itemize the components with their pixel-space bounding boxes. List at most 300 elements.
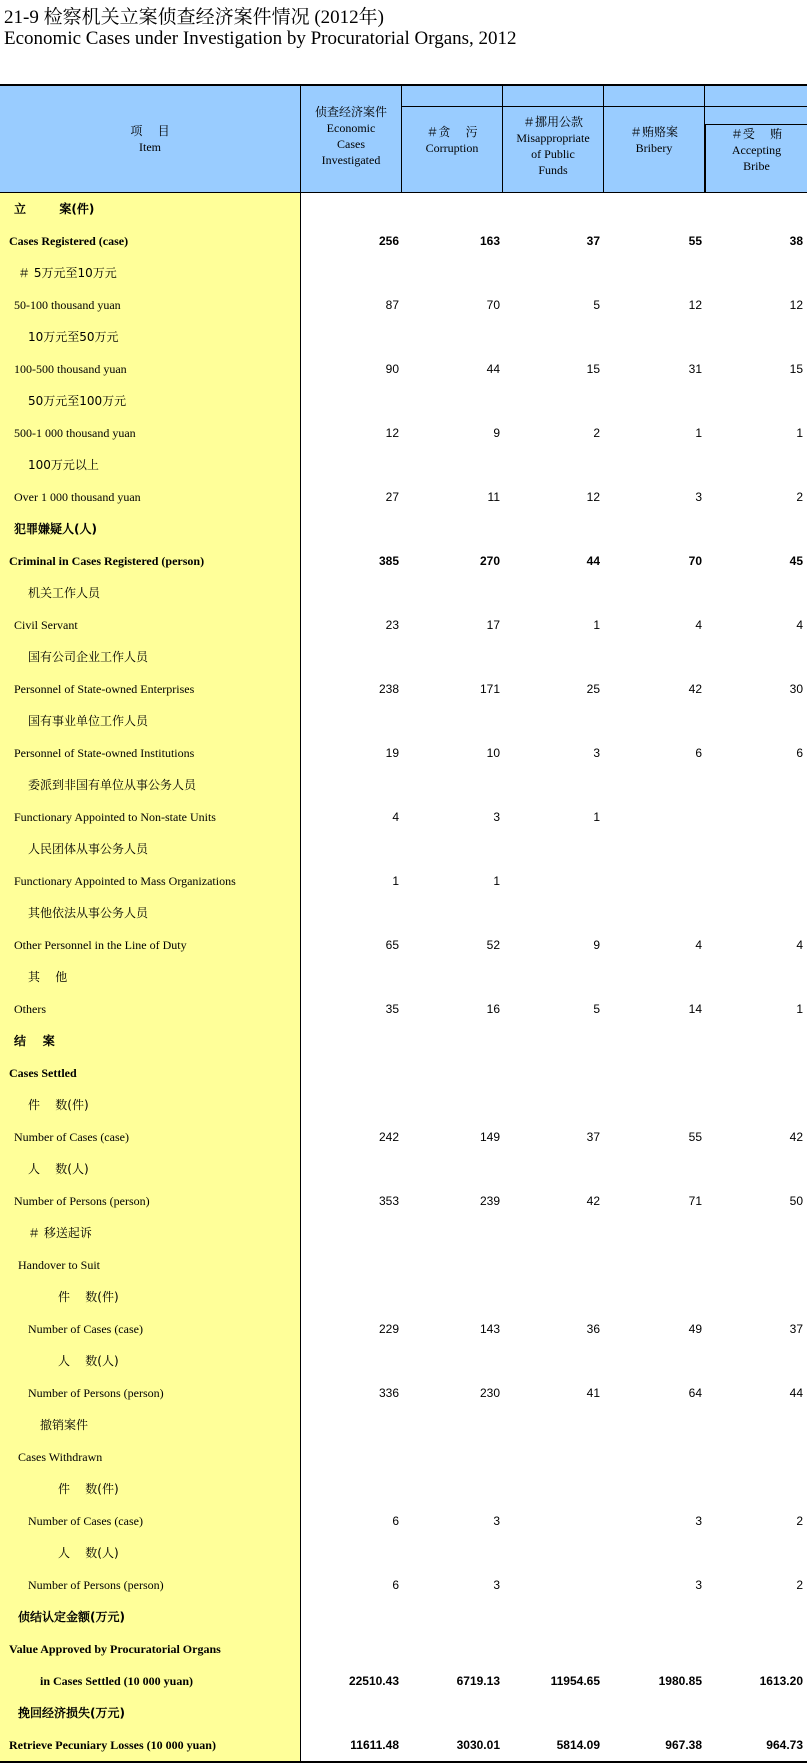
cell-value-col2	[402, 1601, 500, 1633]
cell-value-col4	[604, 1345, 702, 1377]
table-row	[0, 961, 807, 993]
table-row	[0, 353, 807, 385]
cell-value-col2: 230	[479, 1386, 500, 1400]
row-label: 机关工作人员	[28, 586, 101, 600]
cell-value-col5	[705, 193, 803, 225]
cell-value-col1: 6	[392, 1514, 399, 1528]
cell-value-col1: 4	[392, 810, 399, 824]
cell-value-col2	[402, 513, 500, 545]
cell-value-col1: 35	[385, 1002, 399, 1016]
table-row	[0, 1441, 807, 1473]
header-col3-en2: of Public	[531, 147, 575, 161]
cell-value-col2	[402, 257, 500, 289]
row-label: Personnel of State-owned Institutions	[14, 746, 195, 760]
table-row	[0, 609, 807, 641]
cell-value-col1	[301, 1441, 399, 1473]
cell-value-col1	[301, 1633, 399, 1665]
table-row	[0, 929, 807, 961]
cell-value-col2	[402, 1537, 500, 1569]
cell-value-col5	[705, 641, 803, 673]
table-row	[0, 1281, 807, 1313]
cell-value-col4	[604, 1153, 702, 1185]
table-row	[0, 801, 807, 833]
cell-value-col1	[301, 513, 399, 545]
cell-value-col4: 4	[695, 938, 702, 952]
cell-value-col2	[402, 193, 500, 225]
cell-value-col2: 3030.01	[456, 1738, 500, 1752]
cell-value-col2	[402, 961, 500, 993]
row-label: 件 数(件)	[58, 1290, 119, 1304]
cell-value-col1: 23	[385, 618, 399, 632]
cell-value-col5: 45	[789, 554, 803, 568]
cell-value-col4	[604, 1089, 702, 1121]
table-body	[0, 193, 807, 1761]
cell-value-col2: 70	[486, 298, 500, 312]
table-row	[0, 1633, 807, 1665]
row-label: 结 案	[14, 1034, 55, 1048]
cell-value-col5	[705, 1601, 803, 1633]
cell-value-col5: 42	[789, 1130, 803, 1144]
cell-value-col3	[503, 1281, 600, 1313]
cell-value-col5	[705, 897, 803, 929]
cell-value-col3: 41	[586, 1386, 600, 1400]
table-row	[0, 1537, 807, 1569]
cell-value-col4	[604, 1697, 702, 1729]
cell-value-col4	[604, 1441, 702, 1473]
cell-value-col2	[402, 1345, 500, 1377]
header-col1-en1: Economic	[326, 121, 376, 135]
row-label: 侦结认定金额(万元)	[18, 1610, 125, 1624]
cell-value-col4: 12	[688, 298, 702, 312]
table-row	[0, 737, 807, 769]
header-col1-cn: 侦查经济案件	[314, 105, 387, 119]
cell-value-col1: 11611.48	[350, 1738, 399, 1752]
header-misappropriate	[503, 86, 604, 192]
header-subline-accepting	[705, 124, 807, 125]
cell-value-col2: 143	[479, 1322, 500, 1336]
header-col3-en1: Misappropriate	[516, 131, 590, 145]
table-row	[0, 1409, 807, 1441]
table-row	[0, 1217, 807, 1249]
row-label: 人 数(人)	[58, 1546, 119, 1560]
cell-value-col5	[705, 1537, 803, 1569]
table-row	[0, 1025, 807, 1057]
cell-value-col3	[503, 1217, 600, 1249]
table-row	[0, 1729, 807, 1761]
header-col5-en2: Bribe	[743, 159, 770, 173]
row-label: in Cases Settled (10 000 yuan)	[40, 1674, 194, 1688]
cell-value-col5	[705, 1697, 803, 1729]
cell-value-col5	[705, 1153, 803, 1185]
header-col4-en1: Bribery	[635, 141, 673, 155]
header-corruption	[402, 86, 503, 192]
cell-value-col3	[503, 1409, 600, 1441]
cell-value-col2: 9	[493, 426, 500, 440]
row-label: 挽回经济损失(万元)	[18, 1706, 125, 1720]
cell-value-col3	[503, 577, 600, 609]
header-col1-en2: Cases	[337, 137, 365, 151]
table-row	[0, 385, 807, 417]
cell-value-col4	[604, 897, 702, 929]
cell-value-col4: 64	[688, 1386, 702, 1400]
cell-value-col4	[604, 961, 702, 993]
cell-value-col2: 11	[487, 490, 500, 504]
cell-value-col4	[604, 705, 702, 737]
table-row	[0, 641, 807, 673]
cell-value-col2	[402, 1697, 500, 1729]
row-label: ＃ 5万元至10万元	[18, 266, 117, 280]
cell-value-col1	[301, 705, 399, 737]
cell-value-col1	[301, 449, 399, 481]
cell-value-col3: 25	[586, 682, 600, 696]
table-row	[0, 769, 807, 801]
cell-value-col4	[604, 833, 702, 865]
cell-value-col3	[503, 641, 600, 673]
cell-value-col3: 9	[593, 938, 600, 952]
cell-value-col1: 353	[378, 1194, 399, 1208]
cell-value-col5	[705, 961, 803, 993]
cell-value-col5	[705, 1217, 803, 1249]
cell-value-col3	[503, 833, 600, 865]
cell-value-col4: 49	[688, 1322, 702, 1336]
cell-value-col1	[301, 1697, 399, 1729]
row-label: 人 数(人)	[58, 1354, 119, 1368]
row-label: 国有事业单位工作人员	[28, 714, 149, 728]
cell-value-col2: 17	[486, 618, 500, 632]
cell-value-col3	[503, 1345, 600, 1377]
cell-value-col1: 90	[385, 362, 399, 376]
cell-value-col3	[503, 1473, 600, 1505]
table-row	[0, 673, 807, 705]
cell-value-col5	[705, 769, 803, 801]
cell-value-col3: 5	[593, 298, 600, 312]
row-label: Number of Persons (person)	[28, 1578, 164, 1592]
cell-value-col2	[402, 1217, 500, 1249]
cell-value-col5	[705, 1057, 803, 1089]
cell-value-col1: 229	[378, 1322, 399, 1336]
row-label: 立 案(件)	[14, 202, 95, 216]
cell-value-col1: 238	[378, 682, 399, 696]
row-label: Civil Servant	[14, 618, 78, 632]
cell-value-col2: 239	[479, 1194, 500, 1208]
cell-value-col2: 163	[479, 234, 500, 248]
header-col4-cn: ＃贿赂案	[629, 125, 678, 139]
cell-value-col3	[503, 1249, 600, 1281]
cell-value-col4	[604, 1217, 702, 1249]
cell-value-col5: 12	[789, 298, 803, 312]
cell-value-col1	[301, 1537, 399, 1569]
cell-value-col5: 2	[796, 490, 803, 504]
cell-value-col5	[705, 1345, 803, 1377]
cell-value-col1	[301, 641, 399, 673]
cell-value-col2	[402, 641, 500, 673]
cell-value-col3: 3	[593, 746, 600, 760]
table-row	[0, 417, 807, 449]
cell-value-col1	[301, 577, 399, 609]
cell-value-col3: 5	[593, 1002, 600, 1016]
cell-value-col1: 242	[378, 1130, 399, 1144]
cell-value-col5: 1613.20	[759, 1674, 803, 1688]
cell-value-col5: 4	[796, 618, 803, 632]
header-item	[0, 86, 301, 192]
cell-value-col1: 19	[385, 746, 399, 760]
header-col3-en3: Funds	[538, 163, 568, 177]
cell-value-col3: 42	[586, 1194, 600, 1208]
cell-value-col5	[705, 1409, 803, 1441]
table-row	[0, 1121, 807, 1153]
cell-value-col4: 3	[695, 490, 702, 504]
cell-value-col5: 37	[789, 1322, 803, 1336]
cell-value-col2: 6719.13	[456, 1674, 500, 1688]
cell-value-col5: 38	[789, 234, 803, 248]
table-row	[0, 1473, 807, 1505]
cell-value-col3: 44	[586, 554, 600, 568]
cell-value-col1: 22510.43	[348, 1674, 399, 1688]
cell-value-col5	[705, 1441, 803, 1473]
row-label: 国有公司企业工作人员	[28, 650, 149, 664]
header-col2-cn: ＃贪 污	[426, 125, 478, 139]
cell-value-col5	[705, 1633, 803, 1665]
cell-value-col5	[705, 513, 803, 545]
cell-value-col2	[402, 1633, 500, 1665]
row-label: Others	[14, 1002, 46, 1016]
cell-value-col5: 1	[796, 1002, 803, 1016]
row-label: Cases Settled	[9, 1066, 77, 1080]
cell-value-col4: 71	[688, 1194, 702, 1208]
cell-value-col3	[503, 1537, 600, 1569]
cell-value-col3	[503, 321, 600, 353]
cell-value-col3	[503, 1697, 600, 1729]
cell-value-col4: 3	[695, 1578, 702, 1592]
header-col5-en1: Accepting	[731, 143, 782, 157]
data-table	[0, 84, 807, 1761]
cell-value-col1	[301, 833, 399, 865]
table-row	[0, 865, 807, 897]
cell-value-col1: 256	[378, 234, 399, 248]
cell-value-col2	[402, 1025, 500, 1057]
table-row	[0, 257, 807, 289]
cell-value-col3: 1	[593, 618, 600, 632]
cell-value-col1: 27	[385, 490, 399, 504]
cell-value-col2	[402, 449, 500, 481]
cell-value-col1: 65	[385, 938, 399, 952]
cell-value-col3: 37	[586, 1130, 600, 1144]
table-row	[0, 1601, 807, 1633]
cell-value-col3: 11954.65	[550, 1674, 600, 1688]
row-label: Number of Cases (case)	[14, 1130, 129, 1144]
cell-value-col3	[503, 705, 600, 737]
table-row	[0, 1313, 807, 1345]
row-label: 50万元至100万元	[28, 394, 127, 408]
cell-value-col3: 1	[593, 810, 600, 824]
cell-value-col3	[503, 1569, 600, 1601]
header-accepting-bribe	[705, 124, 807, 192]
cell-value-col1: 1	[392, 874, 399, 888]
cell-value-col1	[301, 1217, 399, 1249]
table-row	[0, 449, 807, 481]
table-row	[0, 1505, 807, 1537]
cell-value-col1: 87	[385, 298, 399, 312]
cell-value-col5: 2	[796, 1578, 803, 1592]
cell-value-col5: 964.73	[766, 1738, 803, 1752]
cell-value-col4	[604, 1409, 702, 1441]
cell-value-col3	[503, 449, 600, 481]
cell-value-col1	[301, 385, 399, 417]
row-label: 100万元以上	[28, 458, 99, 472]
cell-value-col4	[604, 1601, 702, 1633]
cell-value-col5	[705, 449, 803, 481]
cell-value-col3	[503, 513, 600, 545]
cell-value-col2	[402, 1249, 500, 1281]
cell-value-col5	[705, 257, 803, 289]
row-label: 10万元至50万元	[28, 330, 119, 344]
cell-value-col3: 37	[586, 234, 600, 248]
cell-value-col2: 149	[479, 1130, 500, 1144]
cell-value-col5	[705, 833, 803, 865]
cell-value-col1	[301, 1249, 399, 1281]
cell-value-col5	[705, 577, 803, 609]
table-row	[0, 1089, 807, 1121]
cell-value-col4: 3	[695, 1514, 702, 1528]
cell-value-col4: 14	[688, 1002, 702, 1016]
table-row	[0, 1697, 807, 1729]
cell-value-col1	[301, 257, 399, 289]
table-row	[0, 1057, 807, 1089]
cell-value-col4	[604, 865, 702, 897]
cell-value-col4	[604, 449, 702, 481]
header-economic-cases	[301, 86, 402, 192]
cell-value-col3	[503, 1089, 600, 1121]
cell-value-col3	[503, 897, 600, 929]
cell-value-col3	[503, 1505, 600, 1537]
cell-value-col2: 171	[479, 682, 500, 696]
cell-value-col4	[604, 1633, 702, 1665]
cell-value-col3	[503, 257, 600, 289]
row-label: 100-500 thousand yuan	[14, 362, 127, 376]
row-label: ＃ 移送起诉	[28, 1226, 92, 1240]
cell-value-col5: 2	[796, 1514, 803, 1528]
cell-value-col5: 1	[796, 426, 803, 440]
cell-value-col3	[503, 1057, 600, 1089]
table-row	[0, 577, 807, 609]
table-header	[0, 84, 807, 193]
cell-value-col5: 6	[796, 746, 803, 760]
cell-value-col3: 5814.09	[556, 1738, 600, 1752]
cell-value-col2	[402, 705, 500, 737]
cell-value-col4: 967.38	[665, 1738, 702, 1752]
cell-value-col5	[705, 801, 803, 833]
cell-value-col3	[503, 385, 600, 417]
cell-value-col3: 15	[586, 362, 600, 376]
cell-value-col1: 336	[378, 1386, 399, 1400]
page-title-cn: 21-9 检察机关立案侦查经济案件情况 (2012年)	[4, 7, 384, 28]
table-row	[0, 193, 807, 225]
cell-value-col5: 4	[796, 938, 803, 952]
cell-value-col1: 6	[392, 1578, 399, 1592]
cell-value-col2	[402, 1473, 500, 1505]
header-bribery	[604, 86, 705, 192]
row-label: Criminal in Cases Registered (person)	[9, 554, 205, 568]
table-row	[0, 1153, 807, 1185]
cell-value-col4	[604, 1025, 702, 1057]
cell-value-col1	[301, 961, 399, 993]
cell-value-col2	[402, 1153, 500, 1185]
cell-value-col2	[402, 897, 500, 929]
cell-value-col4	[604, 1057, 702, 1089]
cell-value-col4	[604, 1281, 702, 1313]
cell-value-col1	[301, 193, 399, 225]
cell-value-col3: 36	[586, 1322, 600, 1336]
table-row	[0, 1345, 807, 1377]
cell-value-col3: 12	[586, 490, 600, 504]
cell-value-col5: 30	[789, 682, 803, 696]
cell-value-col2	[402, 1089, 500, 1121]
cell-value-col5: 50	[789, 1194, 803, 1208]
row-label: Over 1 000 thousand yuan	[14, 490, 141, 504]
cell-value-col5	[705, 1281, 803, 1313]
cell-value-col1	[301, 1281, 399, 1313]
cell-value-col5	[705, 385, 803, 417]
cell-value-col5	[705, 321, 803, 353]
row-label: Number of Persons (person)	[28, 1386, 164, 1400]
cell-value-col2: 3	[493, 1514, 500, 1528]
cell-value-col5	[705, 705, 803, 737]
cell-value-col3	[503, 961, 600, 993]
cell-value-col4	[604, 257, 702, 289]
cell-value-col3	[503, 769, 600, 801]
cell-value-col4	[604, 321, 702, 353]
cell-value-col4: 55	[688, 234, 702, 248]
header-col3-cn: ＃挪用公款	[522, 115, 583, 129]
cell-value-col1: 385	[378, 554, 399, 568]
cell-value-col4	[604, 577, 702, 609]
cell-value-col2: 270	[479, 554, 500, 568]
row-label: Value Approved by Procuratorial Organs	[9, 1642, 221, 1656]
row-label: 件 数(件)	[58, 1482, 119, 1496]
cell-value-col2	[402, 385, 500, 417]
cell-value-col2	[402, 769, 500, 801]
cell-value-col3	[503, 1153, 600, 1185]
cell-value-col4	[604, 1537, 702, 1569]
cell-value-col2	[402, 1441, 500, 1473]
cell-value-col1	[301, 1057, 399, 1089]
cell-value-col2: 44	[486, 362, 500, 376]
cell-value-col2	[402, 1409, 500, 1441]
cell-value-col4: 4	[695, 618, 702, 632]
cell-value-col1	[301, 1345, 399, 1377]
cell-value-col1	[301, 1601, 399, 1633]
cell-value-col1	[301, 321, 399, 353]
row-label: Handover to Suit	[18, 1258, 100, 1272]
row-label: Cases Registered (case)	[9, 234, 129, 248]
cell-value-col2: 1	[493, 874, 500, 888]
cell-value-col4	[604, 641, 702, 673]
cell-value-col1	[301, 1473, 399, 1505]
cell-value-col4: 6	[695, 746, 702, 760]
cell-value-col4	[604, 193, 702, 225]
cell-value-col5	[705, 865, 803, 897]
cell-value-col2	[402, 321, 500, 353]
table-row	[0, 1377, 807, 1409]
table-row	[0, 1185, 807, 1217]
cell-value-col4	[604, 1249, 702, 1281]
row-label: 500-1 000 thousand yuan	[14, 426, 136, 440]
cell-value-col2	[402, 1281, 500, 1313]
header-col2-en1: Corruption	[425, 141, 479, 155]
cell-value-col3: 2	[593, 426, 600, 440]
cell-value-col4: 70	[688, 554, 702, 568]
row-label: 委派到非国有单位从事公务人员	[28, 778, 197, 792]
